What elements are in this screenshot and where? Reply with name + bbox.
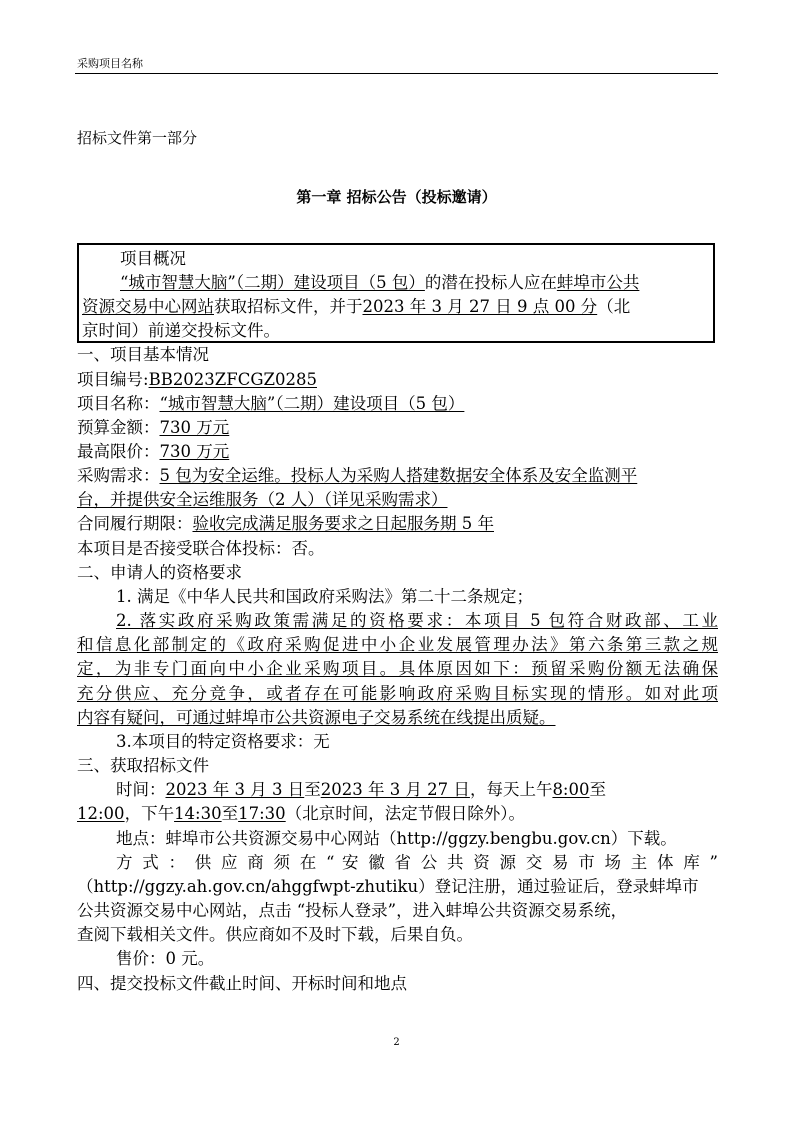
- qualification-3: 3.本项目的特定资格要求：无: [116, 732, 330, 751]
- chapter-title: 第一章 招标公告（投标邀请）: [296, 188, 497, 206]
- time-to: 至: [221, 804, 239, 823]
- header-divider: [75, 73, 718, 74]
- section2-title: 二、申请人的资格要求: [77, 563, 242, 582]
- place: 地点：蚌埠市公共资源交易中心网站（http://ggzy.bengbu.gov.cn）下载。: [116, 829, 677, 848]
- qualification-2-line-3: [77, 659, 718, 679]
- method-line-3: 公共资源交易中心网站，点击 “投标人登录”，进入蚌埠公共资源交易系统，: [77, 901, 628, 920]
- overview-line-2: [82, 297, 630, 317]
- qualification-2-text: 充分供应、充分竞争，或者存在可能影响政府采购目标实现的情形。如对此项: [77, 684, 718, 703]
- time-line-1: [116, 780, 606, 800]
- time-line-2: [77, 804, 525, 824]
- overview-project-name: “城市智慧大脑”（二期）建设项目（5 包）: [120, 273, 425, 292]
- project-number-label: 项目编号:: [77, 370, 149, 389]
- time-morning-start: 8:00: [552, 780, 590, 799]
- project-name-value: “城市智慧大脑”（二期）建设项目（5 包）: [159, 394, 465, 413]
- time-end: 2023 年 3 月 27 日: [320, 780, 470, 799]
- qualification-2-line-5: [77, 708, 556, 728]
- overview-heading: 项目概况: [120, 249, 186, 268]
- overview-text: 的潜在投标人应在: [424, 273, 557, 292]
- overview-line-3: 京时间）前递交投标文件。: [82, 321, 280, 340]
- max-price-value: 730 万元: [159, 442, 230, 461]
- demand-line-2: [77, 490, 448, 510]
- time-afternoon-start: 14:30: [174, 804, 222, 823]
- contract-period-label: 合同履行期限：: [77, 514, 193, 533]
- overview-deadline: 2023 年 3 月 27 日 9 点 00 分: [362, 297, 598, 316]
- time-to: 至: [304, 780, 321, 799]
- time-morning-end: 12:00: [77, 804, 125, 823]
- consortium: 本项目是否接受联合体投标：否。: [77, 539, 325, 558]
- demand-label: 采购需求：: [77, 466, 160, 485]
- qualification-2-line-1: [116, 611, 718, 631]
- section3-title: 三、获取招标文件: [77, 756, 209, 775]
- header-project-name: 采购项目名称: [77, 57, 143, 70]
- qualification-2-text: 和信息化部制定的《政府采购促进中小企业发展管理办法》第六条第三款之规: [77, 635, 718, 654]
- part-title: 招标文件第一部分: [77, 129, 198, 147]
- page-number: 2: [393, 1037, 400, 1048]
- overview-site-2: 资源交易中心网站: [82, 297, 214, 316]
- time-afternoon-end: 17:30: [238, 804, 286, 823]
- project-number-value: BB2023ZFCGZ0285: [148, 370, 317, 389]
- time-label: 时间：: [116, 780, 166, 799]
- section1-title: 一、项目基本情况: [77, 345, 209, 364]
- qualification-2-line-2: [77, 635, 718, 655]
- demand-line-1: [77, 466, 637, 486]
- time-afternoon: ，下午: [124, 804, 175, 823]
- budget: [77, 418, 229, 438]
- demand-value: 台，并提供安全运维服务（2 人）（详见采购需求）: [77, 490, 448, 509]
- qualification-2-text: 定，为非专门面向中小企业采购项目。具体原因如下：预留采购份额无法确保: [77, 659, 718, 678]
- method-line-2: （http://ggzy.ah.gov.cn/ahggfwpt-zhutiku）登记注册，通过验证后，登录蚌埠市: [77, 877, 699, 896]
- time-to: 至: [589, 780, 606, 799]
- budget-label: 预算金额：: [77, 418, 160, 437]
- section4-title: 四、提交投标文件截止时间、开标时间和地点: [77, 974, 407, 993]
- project-number: [77, 370, 317, 390]
- overview-text: 获取招标文件，并于: [214, 297, 363, 316]
- method-line-4: 查阅下载相关文件。供应商如不及时下载，后果自负。: [77, 925, 473, 944]
- qualification-1: 1. 满足《中华人民共和国政府采购法》第二十二条规定；: [116, 587, 533, 606]
- time-morning: ，每天上午: [469, 780, 553, 799]
- qualification-2-text: 内容有疑问，可通过蚌埠市公共资源电子交易系统在线提出质疑。: [77, 708, 556, 727]
- contract-period-value: 验收完成满足服务要求之日起服务期 5 年: [192, 514, 494, 533]
- qualification-2-text: 2. 落实政府采购政策需满足的资格要求：本项目 5 包符合财政部、工业: [116, 611, 718, 630]
- contract-period: [77, 514, 494, 534]
- max-price: [77, 442, 229, 462]
- budget-value: 730 万元: [159, 418, 230, 437]
- max-price-label: 最高限价：: [77, 442, 160, 461]
- time-note: （北京时间，法定节假日除外）。: [285, 804, 525, 823]
- method-line-1: 方 式 ： 供 应 商 须 在 “ 安 徽 省 公 共 资 源 交 易 市 场 主 体 库 ”: [116, 853, 718, 872]
- overview-text: （北: [597, 297, 631, 316]
- time-start: 2023 年 3 月 3 日: [165, 780, 305, 799]
- qualification-2-line-4: [77, 684, 718, 704]
- project-name-label: 项目名称：: [77, 394, 160, 413]
- overview-site-1: 蚌埠市公共: [556, 273, 640, 292]
- price: 售价：0 元。: [116, 949, 215, 968]
- overview-line-1: [120, 273, 639, 293]
- project-name: [77, 394, 464, 414]
- demand-value: 5 包为安全运维。投标人为采购人搭建数据安全体系及安全监测平: [159, 466, 638, 485]
